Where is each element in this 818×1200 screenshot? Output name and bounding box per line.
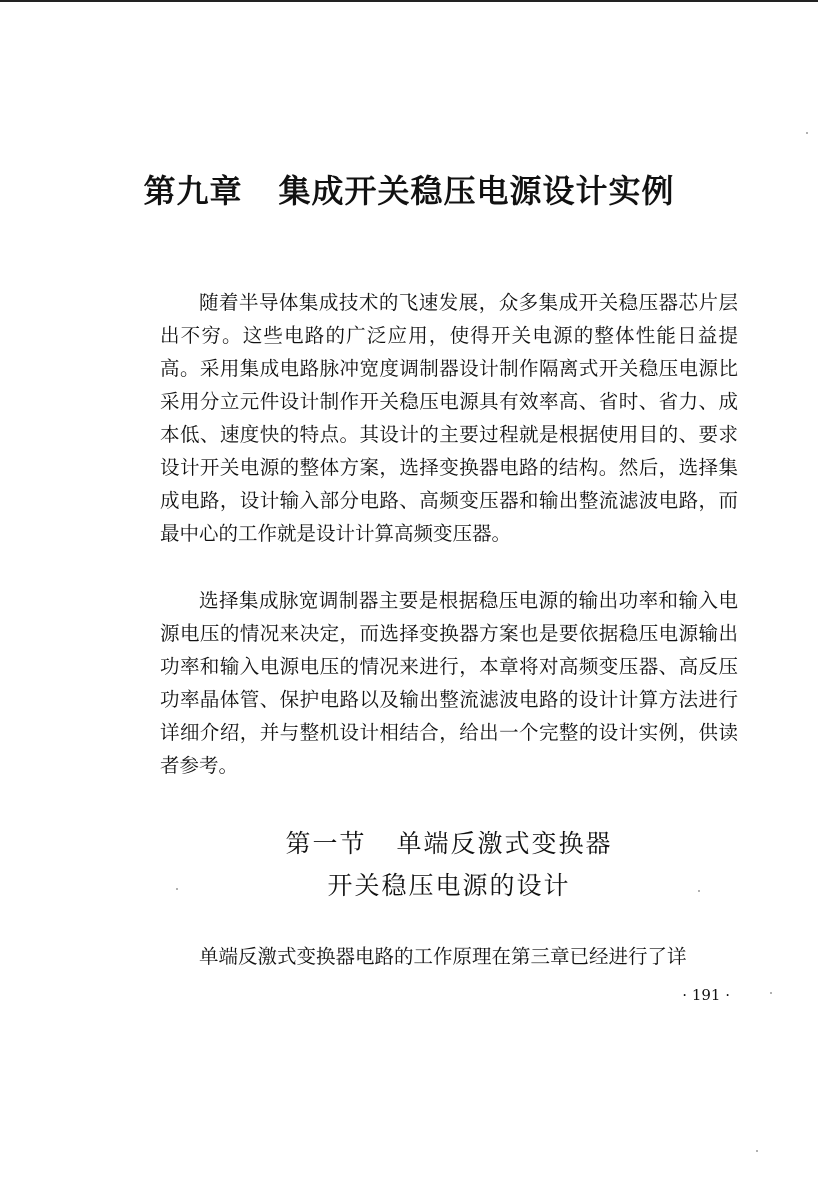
body-paragraph-2: 选择集成脉宽调制器主要是根据稳压电源的输出功率和输入电源电压的情况来决定，而选择变换器方案也是要依据稳压电源输出功率和输入电源电压的情况来进行，本章将对高频变压器、高反压功率晶体管、保护电路以及输出整流滤波电路的设计计算方法进行详细介绍，并与整机设计相结合，给出一个完整的设计实例，供读者参考。 — [160, 589, 738, 777]
scan-speck — [698, 890, 700, 892]
section-heading-line-1 — [40, 824, 818, 860]
scan-speck — [176, 888, 178, 890]
section-title-part-1: 单端反激式变换器 — [396, 829, 613, 858]
scan-speck — [806, 132, 808, 134]
body-paragraph-1: 随着半导体集成技术的飞速发展，众多集成开关稳压器芯片层出不穷。这些电路的广泛应用，使得开关电源的整体性能日益提高。采用集成电路脉冲宽度调制器设计制作隔离式开关稳压电源比采用分立元件设计制作开关稳压电源具有效率高、省时、省力、成本低、速度快的特点。其设计的主要过程就是根据使用目的、要求设计开关电源的整体方案，选择变换器电路的结构。然后，选择集成电路，设计输入部分电路、高频变压器和输出整流滤波电路，而最中心的工作就是设计计算高频变压器。 — [160, 291, 738, 545]
section-intro-paragraph: 单端反激式变换器电路的工作原理在第三章已经进行了详 — [199, 945, 687, 968]
chapter-title: 集成开关稳压电源设计实例 — [278, 172, 675, 210]
chapter-heading — [0, 166, 818, 212]
scan-speck — [770, 992, 772, 994]
top-border-line — [0, 0, 818, 2]
section-number: 第一节 — [285, 829, 367, 858]
chapter-number: 第九章 — [143, 172, 243, 210]
section-heading-line-2: 开关稳压电源的设计 — [327, 871, 571, 900]
page-number: · 191 · — [682, 986, 730, 1004]
scan-speck — [756, 1150, 758, 1152]
